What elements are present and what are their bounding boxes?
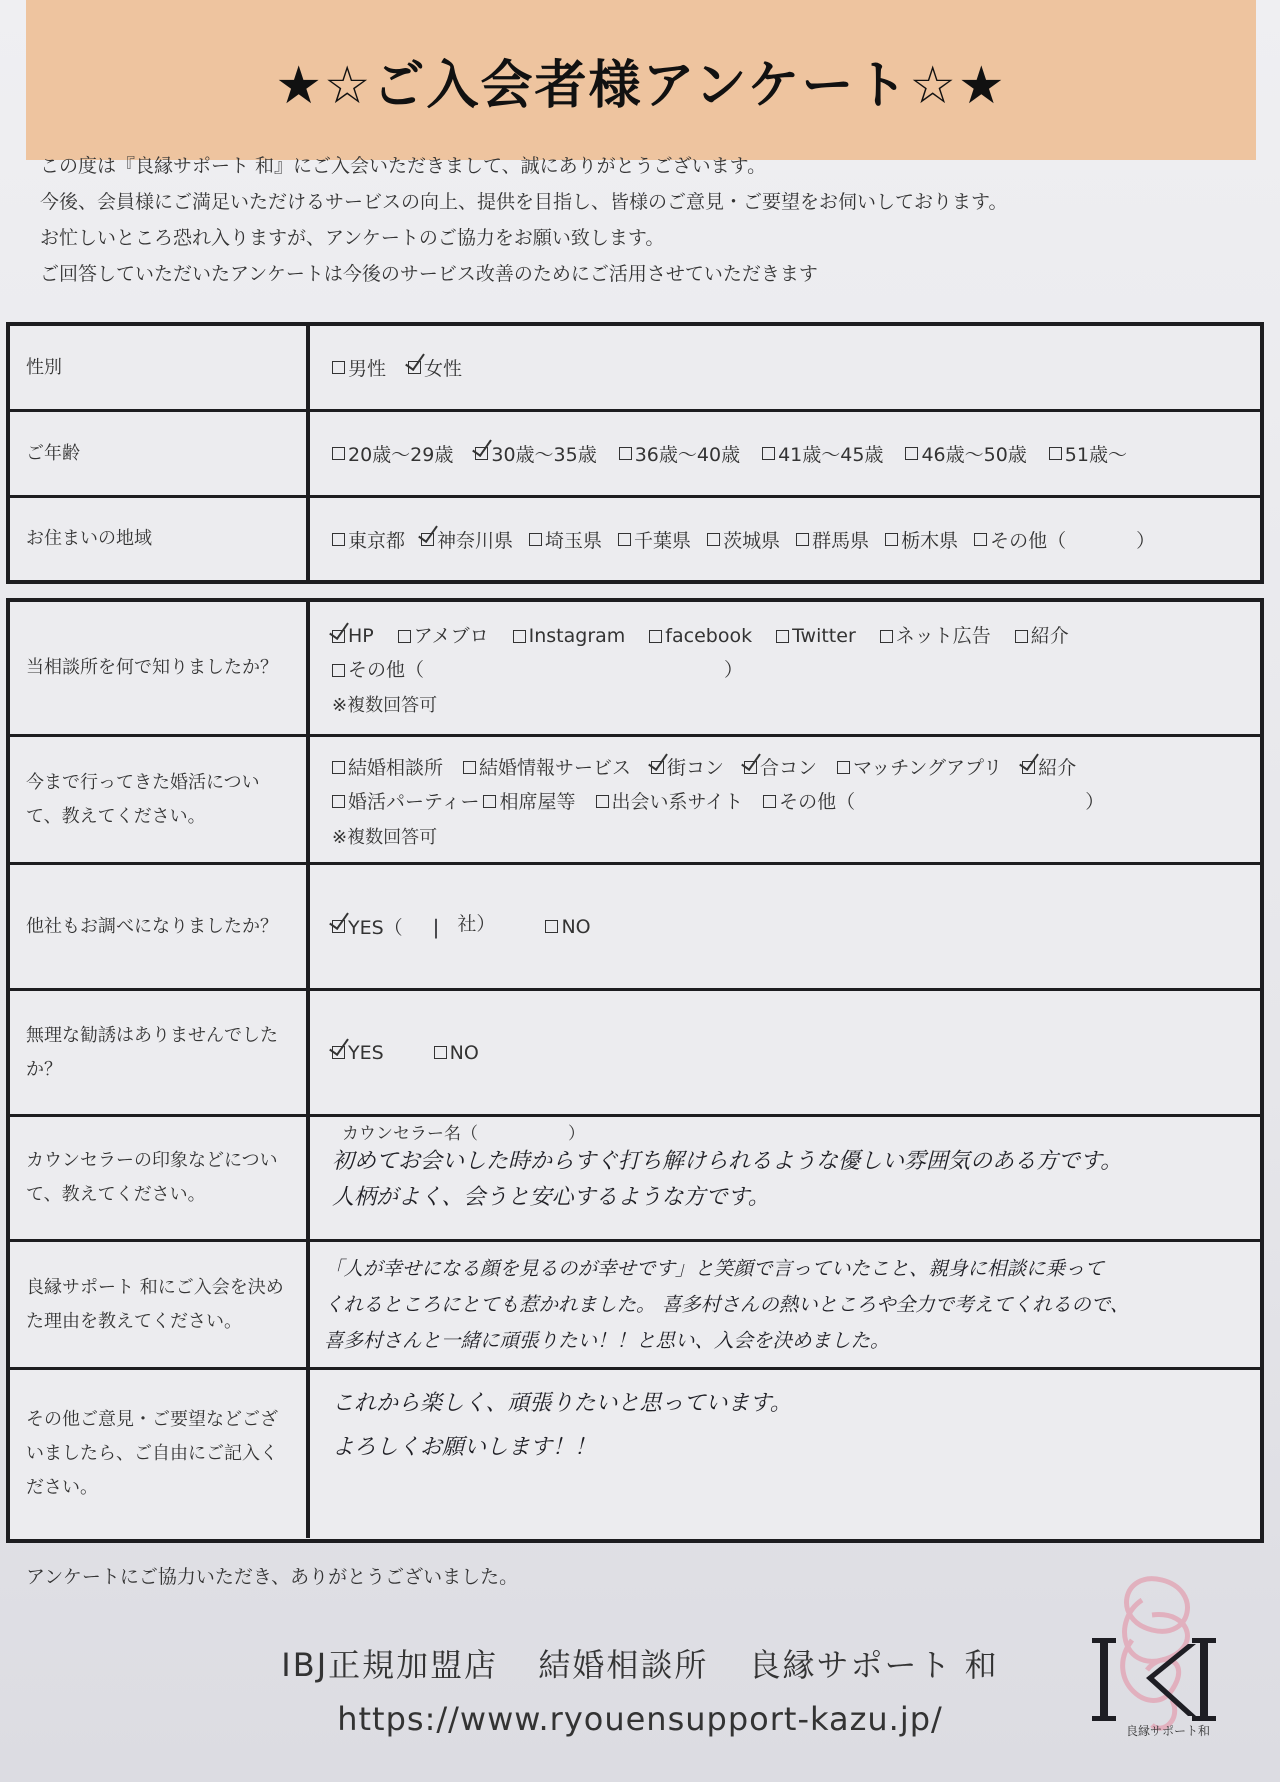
profile-table (6, 322, 1264, 584)
footer-agency-type: 結婚相談所 (538, 1646, 709, 1684)
checkbox-checked[interactable] (651, 761, 664, 774)
checkbox[interactable] (596, 795, 609, 808)
option-history[interactable]: 紹介 (1022, 751, 1076, 785)
checkbox[interactable] (1049, 447, 1062, 460)
checkbox[interactable] (398, 630, 411, 643)
option-history[interactable]: 合コン (744, 751, 817, 785)
checkbox[interactable] (332, 761, 345, 774)
option-facebook[interactable]: facebook (649, 619, 752, 653)
option-net-ad[interactable]: ネット広告 (880, 619, 991, 653)
option-age[interactable]: 36歳～40歳 (619, 440, 740, 467)
checkbox[interactable] (763, 795, 776, 808)
age-label: ご年齢 (10, 412, 310, 495)
checkbox[interactable] (545, 920, 558, 933)
checkbox[interactable] (332, 664, 345, 677)
counselor-name-field[interactable]: カウンセラー名（ ） (342, 1124, 585, 1144)
checkbox[interactable] (776, 630, 789, 643)
option-area[interactable]: 茨城県 (707, 526, 780, 553)
checkbox-checked[interactable] (421, 533, 434, 546)
option-yes[interactable]: YES (332, 1042, 384, 1064)
survey-table (6, 598, 1264, 1543)
row-source (10, 602, 1260, 734)
checkbox[interactable] (619, 447, 632, 460)
checkbox[interactable] (332, 533, 345, 546)
area-options (310, 498, 1260, 580)
row-pressure (10, 988, 1260, 1114)
pressure-options (310, 991, 1260, 1114)
intro-text (40, 148, 1220, 292)
checkbox-checked[interactable] (744, 761, 757, 774)
comments-label: その他ご意見・ご要望などございましたら、ご自由にご記入ください。 (10, 1370, 310, 1538)
option-age[interactable]: 30歳～35歳 (475, 440, 596, 467)
checkbox-checked[interactable] (408, 361, 421, 374)
handwritten-line: 喜多村さんと一緒に頑張りたい！！と思い、入会を決めました。 (324, 1328, 890, 1352)
intro-line: 今後、会員様にご満足いただけるサービスの向上、提供を目指し、皆様のご意見・ご要望をお伺いしております。 (40, 191, 1008, 213)
row-history (10, 734, 1260, 862)
option-age[interactable]: 51歳～ (1049, 440, 1127, 467)
source-other-close: ） (724, 659, 744, 681)
row-gender (10, 326, 1260, 409)
option-history[interactable]: 婚活パーティー (332, 785, 479, 819)
age-options (310, 412, 1260, 495)
source-label: 当相談所を何で知りましたか？ (10, 602, 310, 734)
option-male[interactable]: 男性 (332, 354, 386, 381)
checkbox[interactable] (974, 533, 987, 546)
row-counselor (10, 1114, 1260, 1239)
page-title: ★☆ご入会者様アンケート☆★ (275, 55, 1007, 116)
checkbox-checked[interactable] (332, 630, 345, 643)
option-history[interactable]: マッチングアプリ (837, 751, 1002, 785)
footer-store-info (0, 1640, 1280, 1686)
thanks-text: アンケートにご協力いただき、ありがとうございました。 (26, 1566, 519, 1588)
handwritten-line: くれるところにとても惹かれました。 喜多村さんの熱いところや全力で考えてくれるので、 (324, 1292, 1130, 1316)
area-label: お住まいの地域 (10, 498, 310, 580)
footer-ibj: IBJ正規加盟店 (281, 1646, 499, 1684)
others-count: | (432, 914, 440, 939)
reason-answer (310, 1242, 1260, 1367)
row-others (10, 862, 1260, 988)
counselor-answer (310, 1117, 1260, 1239)
reason-label: 良縁サポート 和にご入会を決めた理由を教えてください。 (10, 1242, 310, 1367)
title-banner (26, 0, 1256, 160)
footer-url[interactable]: https://www.ryouensupport-kazu.jp/ (337, 1700, 943, 1738)
checkbox-checked[interactable] (332, 920, 345, 933)
option-area-other[interactable]: その他（ (974, 526, 1066, 553)
option-ameblo[interactable]: アメブロ (398, 619, 489, 653)
checkbox[interactable] (649, 630, 662, 643)
checkbox[interactable] (905, 447, 918, 460)
option-no[interactable]: NO (434, 1042, 479, 1064)
checkbox[interactable] (707, 533, 720, 546)
gender-label: 性別 (10, 326, 310, 409)
option-history[interactable]: 結婚相談所 (332, 751, 443, 785)
checkbox-checked[interactable] (332, 1046, 345, 1059)
multiple-answer-note: ※複数回答可 (332, 826, 438, 848)
history-other-close: ） (1085, 790, 1105, 813)
history-label: 今まで行ってきた婚活について、教えてください。 (10, 737, 310, 862)
counselor-label: カウンセラーの印象などについて、教えてください。 (10, 1117, 310, 1239)
checkbox[interactable] (1015, 630, 1028, 643)
row-area (10, 495, 1260, 580)
option-other[interactable]: その他（ (332, 653, 424, 687)
intro-line: この度は『良縁サポート 和』にご入会いただきまして、誠にありがとうございます。 (40, 155, 767, 177)
checkbox-checked[interactable] (475, 447, 488, 460)
handwritten-line: よろしくお願いします！！ (332, 1435, 597, 1460)
row-comments (10, 1367, 1260, 1538)
option-twitter[interactable]: Twitter (776, 619, 856, 653)
checkbox[interactable] (434, 1046, 447, 1059)
option-history-other[interactable]: その他（ (763, 785, 855, 819)
intro-line: ご回答していただいたアンケートは今後のサービス改善のためにご活用させていただきます (40, 263, 818, 285)
logo-caption: 良縁サポート和 (1126, 1724, 1211, 1738)
multiple-answer-note: ※複数回答可 (332, 695, 438, 716)
option-no[interactable]: NO (545, 909, 590, 945)
others-label: 他社もお調べになりましたか？ (10, 865, 310, 988)
option-history[interactable]: 出会い系サイト (596, 785, 744, 819)
area-other-close: ） (1136, 529, 1156, 552)
option-area[interactable]: 千葉県 (618, 526, 691, 553)
source-options (310, 602, 1260, 734)
option-age[interactable]: 41歳～45歳 (762, 440, 883, 467)
checkbox[interactable] (618, 533, 631, 546)
handwritten-line: 人柄がよく、会うと安心するような方です。 (332, 1185, 770, 1210)
checkbox-checked[interactable] (1022, 761, 1035, 774)
option-history[interactable]: 街コン (651, 751, 724, 785)
checkbox[interactable] (332, 795, 345, 808)
option-referral[interactable]: 紹介 (1015, 619, 1069, 653)
others-unit: 社） (457, 912, 496, 935)
option-age[interactable]: 20歳～29歳 (332, 440, 453, 467)
option-area[interactable]: 東京都 (332, 526, 405, 553)
checkbox[interactable] (762, 447, 775, 460)
handwritten-line: これから楽しく、頑張りたいと思っています。 (332, 1391, 792, 1416)
option-yes[interactable]: YES（ (332, 909, 403, 945)
option-history[interactable]: 結婚情報サービス (463, 751, 631, 785)
option-area[interactable]: 栃木県 (885, 526, 958, 553)
option-area[interactable]: 群馬県 (796, 526, 869, 553)
others-options (310, 865, 1260, 988)
option-hp[interactable]: HP (332, 619, 374, 653)
option-female[interactable]: 女性 (408, 354, 462, 381)
gender-options (310, 326, 1260, 409)
option-area[interactable]: 埼玉県 (529, 526, 602, 553)
checkbox[interactable] (837, 761, 850, 774)
checkbox[interactable] (513, 630, 526, 643)
option-age[interactable]: 46歳～50歳 (905, 440, 1026, 467)
checkbox[interactable] (885, 533, 898, 546)
option-instagram[interactable]: Instagram (513, 619, 626, 653)
option-area[interactable]: 神奈川県 (421, 526, 513, 553)
intro-line: お忙しいところ恐れ入りますが、アンケートのご協力をお願い致します。 (40, 227, 665, 249)
row-age (10, 409, 1260, 495)
history-options (310, 737, 1260, 862)
checkbox[interactable] (332, 361, 345, 374)
checkbox[interactable] (529, 533, 542, 546)
checkbox[interactable] (463, 761, 476, 774)
checkbox[interactable] (483, 795, 496, 808)
checkbox[interactable] (880, 630, 893, 643)
handwritten-line: 初めてお会いした時からすぐ打ち解けられるような優しい雰囲気のある方です。 (332, 1149, 1123, 1174)
option-history[interactable]: 相席屋等 (483, 785, 575, 819)
handwritten-line: 「人が幸せになる顔を見るのが幸せです」と笑顔で言っていたこと、親身に相談に乗って (324, 1256, 1105, 1280)
checkbox[interactable] (332, 447, 345, 460)
row-reason (10, 1239, 1260, 1367)
checkbox[interactable] (796, 533, 809, 546)
pressure-label: 無理な勧誘はありませんでしたか？ (10, 991, 310, 1114)
footer-agency-name: 良縁サポート 和 (748, 1646, 999, 1684)
comments-answer (310, 1370, 1260, 1538)
